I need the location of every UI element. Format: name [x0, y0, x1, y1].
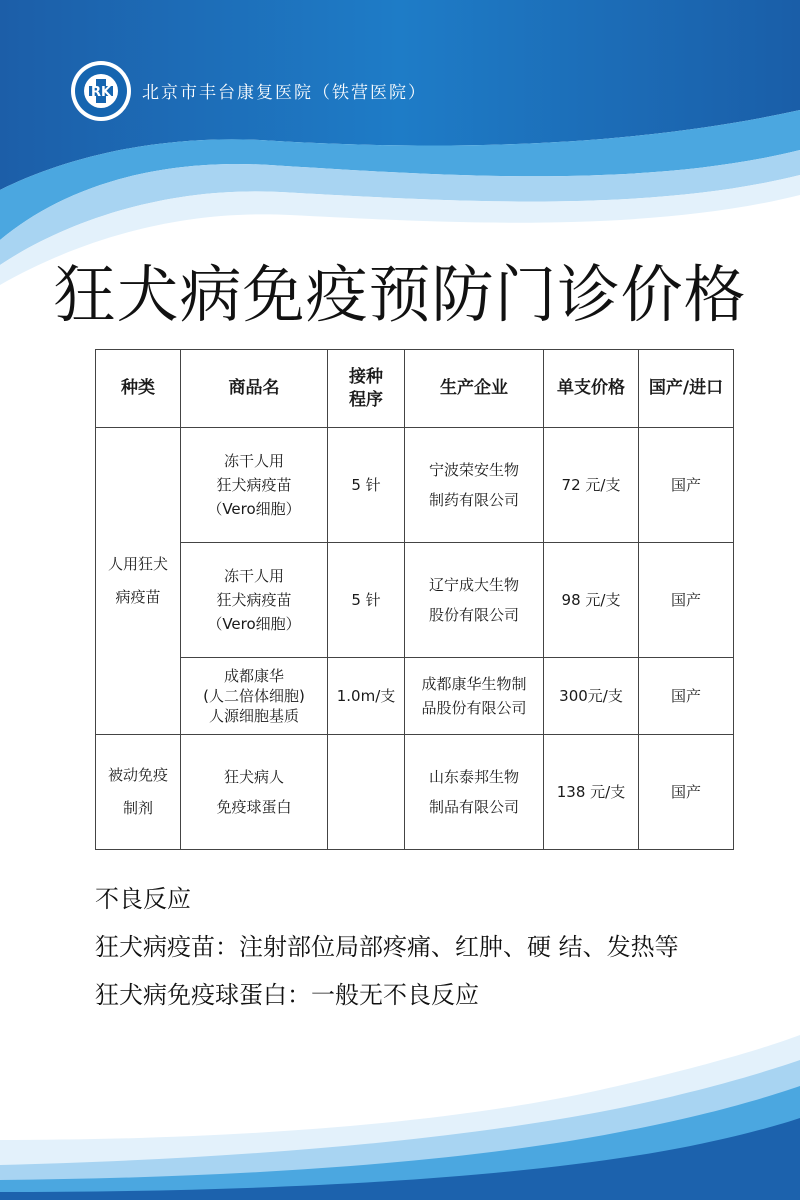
product-line: 冻干人用 [223, 567, 284, 585]
product-line: 狂犬病疫苗 [216, 591, 292, 609]
header-schedule [328, 350, 405, 428]
product-line: 成都康华 [223, 666, 284, 685]
manufacturer-cell [405, 428, 544, 543]
product-line: （Vero细胞） [207, 615, 301, 633]
product-cell [181, 735, 328, 850]
product-cell [181, 428, 328, 543]
header-price: 单支价格 [544, 350, 639, 428]
origin-cell: 国产 [639, 543, 734, 658]
manufacturer-line: 制药有限公司 [428, 491, 519, 509]
product-line: 狂犬病人 [223, 768, 284, 786]
origin-cell: 国产 [639, 735, 734, 850]
header-schedule-line-2: 程序 [349, 389, 383, 410]
price-cell: 138 元/支 [544, 735, 639, 850]
category-line: 人用狂犬 [107, 555, 168, 573]
notes-line: 狂犬病疫苗：注射部位局部疼痛、红肿、硬 结、发热等 [95, 933, 679, 961]
notes-line: 狂犬病免疫球蛋白：一般无不良反应 [95, 981, 479, 1009]
hospital-name: 北京市丰台康复医院（铁营医院） [142, 83, 427, 103]
manufacturer-line: 品股份有限公司 [421, 699, 527, 717]
notes-heading: 不良反应 [95, 885, 191, 913]
category-cell [96, 428, 181, 735]
manufacturer-line: 辽宁成大生物 [428, 576, 519, 594]
table-row [96, 658, 734, 735]
table-header-row [96, 350, 734, 428]
header-product: 商品名 [181, 350, 328, 428]
price-cell: 300元/支 [544, 658, 639, 735]
category-line: 病疫苗 [115, 588, 161, 606]
table-row [96, 735, 734, 850]
page-title: 狂犬病免疫预防门诊价格 [53, 258, 747, 331]
schedule-cell: 5 针 [328, 543, 405, 658]
manufacturer-line: 股份有限公司 [428, 606, 519, 624]
manufacturer-line: 山东泰邦生物 [428, 768, 519, 786]
product-line: 免疫球蛋白 [216, 798, 292, 816]
manufacturer-line: 制品有限公司 [428, 798, 519, 816]
svg-text:RK: RK [90, 85, 112, 100]
product-line: 狂犬病疫苗 [216, 476, 292, 494]
price-cell: 72 元/支 [544, 428, 639, 543]
product-line: 人源细胞基质 [208, 707, 299, 726]
footer-wave-decoration [0, 1020, 800, 1200]
schedule-cell [328, 735, 405, 850]
header-origin: 国产/进口 [639, 350, 734, 428]
table-row [96, 543, 734, 658]
price-table [95, 349, 734, 850]
origin-cell: 国产 [639, 428, 734, 543]
manufacturer-cell [405, 658, 544, 735]
category-line: 制剂 [122, 799, 153, 817]
schedule-cell: 5 针 [328, 428, 405, 543]
manufacturer-line: 宁波荣安生物 [428, 461, 519, 479]
category-line: 被动免疫 [107, 766, 168, 784]
product-line: 冻干人用 [223, 452, 284, 470]
product-cell [181, 543, 328, 658]
product-cell [181, 658, 328, 735]
category-cell [96, 735, 181, 850]
schedule-cell: 1.0m/支 [328, 658, 405, 735]
origin-cell: 国产 [639, 658, 734, 735]
product-line: (人二倍体细胞) [203, 686, 305, 705]
header-manufacturer: 生产企业 [405, 350, 544, 428]
manufacturer-cell [405, 543, 544, 658]
product-line: （Vero细胞） [207, 500, 301, 518]
header-category: 种类 [96, 350, 181, 428]
header-schedule-line-1: 接种 [349, 366, 383, 387]
price-cell: 98 元/支 [544, 543, 639, 658]
manufacturer-line: 成都康华生物制 [421, 675, 527, 693]
table-row [96, 428, 734, 543]
manufacturer-cell [405, 735, 544, 850]
adverse-reactions-notes [95, 875, 679, 1019]
hospital-logo [70, 60, 132, 122]
